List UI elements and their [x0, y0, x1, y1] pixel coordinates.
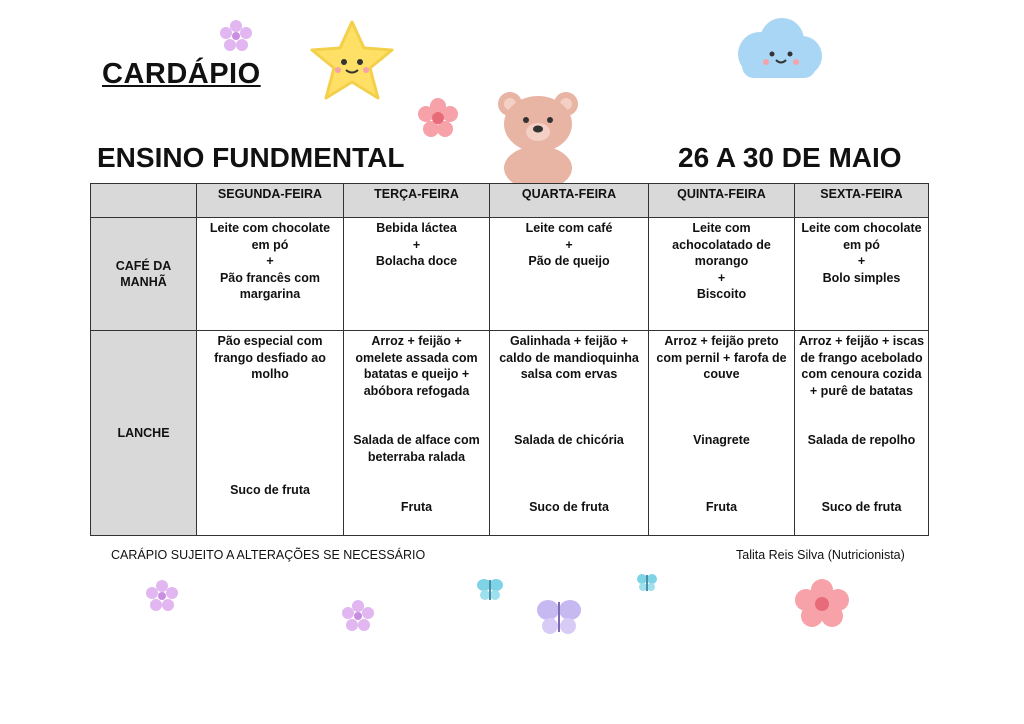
day-header: SEXTA-FEIRA	[795, 184, 929, 218]
lunch-wednesday: Galinhada + feijão + caldo de mandioquinha salsa com ervas Salada de chicória Suco de fruta	[490, 331, 649, 536]
breakfast-monday: Leite com chocolate em pó + Pão francês com margarina	[197, 218, 344, 331]
breakfast-label: CAFÉ DA MANHÃ	[91, 218, 197, 331]
school-level-heading: ENSINO FUNDMENTAL	[97, 142, 405, 173]
breakfast-thursday: Leite com achocolatado de morango + Biscoito	[649, 218, 795, 331]
day-header: SEGUNDA-FEIRA	[197, 184, 344, 218]
nutritionist-signature: Talita Reis Silva (Nutricionista)	[736, 548, 905, 562]
day-header: TERÇA-FEIRA	[344, 184, 490, 218]
lunch-label: LANCHE	[91, 331, 197, 536]
lunch-tuesday: Arroz + feijão + omelete assada com batatas e queijo + abóbora refogada Salada de alface com beterraba ralada Fruta	[344, 331, 490, 536]
breakfast-wednesday: Leite com café + Pão de queijo	[490, 218, 649, 331]
star-icon	[308, 18, 396, 104]
flower-icon	[794, 578, 850, 628]
butterfly-icon	[636, 572, 658, 592]
lunch-row	[91, 331, 929, 536]
page-title: CARDÁPIO	[102, 58, 261, 90]
breakfast-row	[91, 218, 929, 331]
flower-icon	[144, 578, 180, 614]
menu-table	[90, 183, 929, 536]
lunch-friday: Arroz + feijão + iscas de frango acebolado com cenoura cozida + purê de batatas Salada de repolho Suco de fruta	[795, 331, 929, 536]
flower-icon	[218, 18, 254, 54]
teddy-bear-icon	[490, 88, 586, 184]
butterfly-icon	[536, 596, 582, 636]
flower-icon	[340, 598, 376, 634]
date-range-heading: 26 A 30 DE MAIO	[678, 142, 902, 173]
day-header: QUARTA-FEIRA	[490, 184, 649, 218]
header-row	[91, 184, 929, 218]
cloud-icon	[732, 14, 824, 86]
corner-cell	[91, 184, 197, 218]
disclaimer-note: CARÁPIO SUJEITO A ALTERAÇÕES SE NECESSÁRIO	[111, 548, 426, 562]
lunch-thursday: Arroz + feijão preto com pernil + farofa de couve Vinagrete Fruta	[649, 331, 795, 536]
breakfast-tuesday: Bebida láctea + Bolacha doce	[344, 218, 490, 331]
day-header: QUINTA-FEIRA	[649, 184, 795, 218]
breakfast-friday: Leite com chocolate em pó + Bolo simples	[795, 218, 929, 331]
flower-icon	[416, 96, 460, 140]
butterfly-icon	[476, 576, 504, 602]
lunch-monday: Pão especial com frango desfiado ao molho Suco de fruta	[197, 331, 344, 536]
